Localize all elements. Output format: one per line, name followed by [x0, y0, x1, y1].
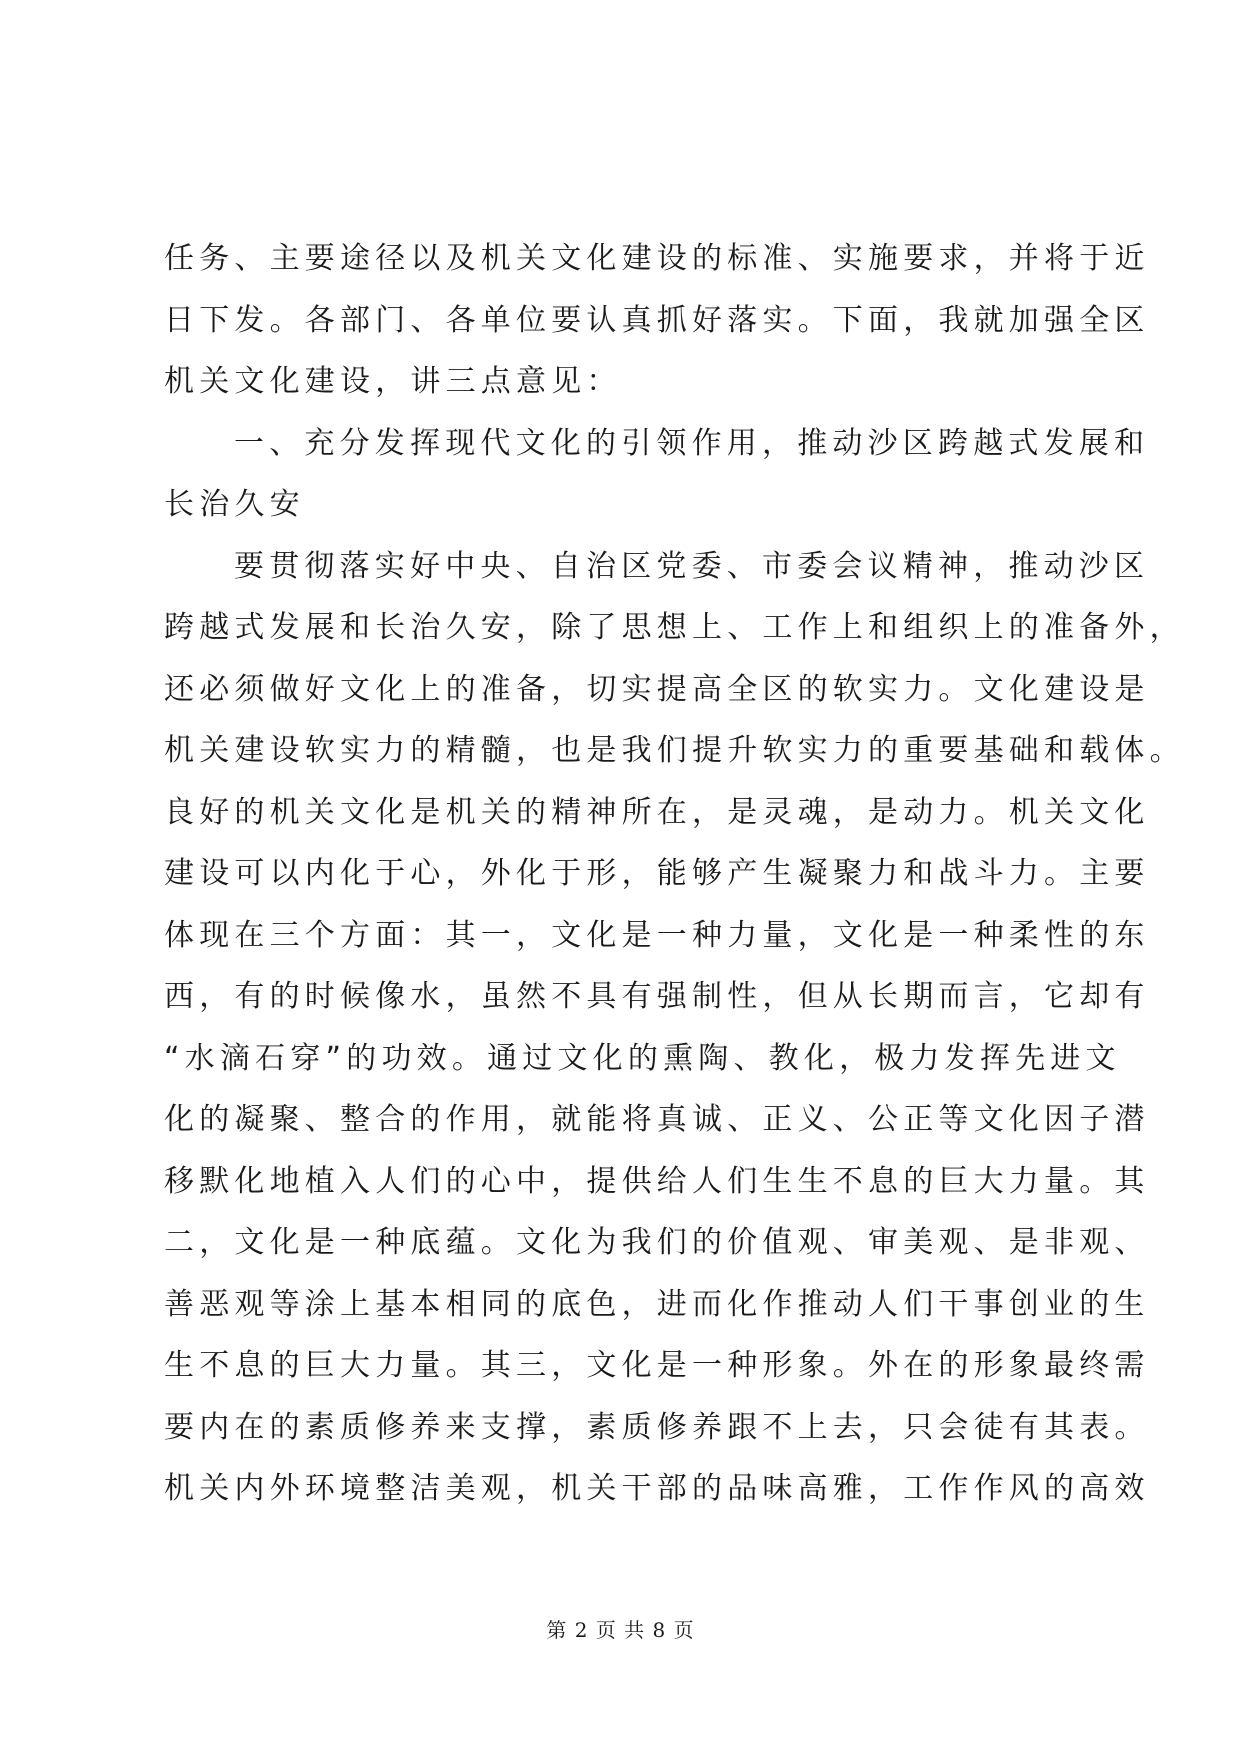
text-line: 善恶观等涂上基本相同的底色，进而化作推动人们干事创业的生 [164, 1286, 1150, 1322]
text-line: “水滴石穿”的功效。通过文化的熏陶、教化，极力发挥先进文 [164, 1040, 1121, 1076]
text-line: 化的凝聚、整合的作用，就能将真诚、正义、公正等文化因子潜 [164, 1102, 1150, 1137]
text-line: 生不息的巨大力量。其三，文化是一种形象。外在的形象最终需 [164, 1348, 1150, 1383]
section-heading-line: 长治久安 [164, 487, 305, 522]
text-line: 良好的机关文化是机关的精神所在，是灵魂，是动力。机关文化 [164, 794, 1150, 830]
text-line: 二，文化是一种底蕴。文化为我们的价值观、审美观、是非观、 [164, 1225, 1150, 1260]
body-text [164, 228, 1185, 1520]
text-line: 机关内外环境整洁美观，机关干部的品味高雅，工作作风的高效 [164, 1471, 1150, 1506]
page-number-footer: 第 2 页 共 8 页 [546, 1618, 695, 1642]
text-line: 建设可以内化于心，外化于形，能够产生凝聚力和战斗力。主要 [164, 856, 1150, 891]
text-line: 跨越式发展和长治久安，除了思想上、工作上和组织上的准备外， [164, 610, 1185, 645]
text-line: 要贯彻落实好中央、自治区党委、市委会议精神，推动沙区 [234, 548, 1150, 584]
text-line: 移默化地植入人们的心中，提供给人们生生不息的巨大力量。其 [164, 1163, 1150, 1199]
text-line: 还必须做好文化上的准备，切实提高全区的软实力。文化建设是 [164, 671, 1150, 707]
text-line: 机关建设软实力的精髓，也是我们提升软实力的重要基础和载体。 [164, 733, 1185, 768]
text-line: 西，有的时候像水，虽然不具有强制性，但从长期而言，它却有 [164, 979, 1150, 1014]
text-line: 体现在三个方面：其一，文化是一种力量，文化是一种柔性的东 [164, 917, 1150, 953]
section-heading-line: 一、充分发挥现代文化的引领作用，推动沙区跨越式发展和 [234, 425, 1150, 461]
text-line: 任务、主要途径以及机关文化建设的标准、实施要求，并将于近 [164, 241, 1150, 276]
text-line: 要内在的素质修养来支撑，素质修养跟不上去，只会徒有其表。 [164, 1409, 1150, 1445]
text-line: 日下发。各部门、各单位要认真抓好落实。下面，我就加强全区 [164, 302, 1150, 338]
text-line: 机关文化建设，讲三点意见： [164, 364, 622, 399]
